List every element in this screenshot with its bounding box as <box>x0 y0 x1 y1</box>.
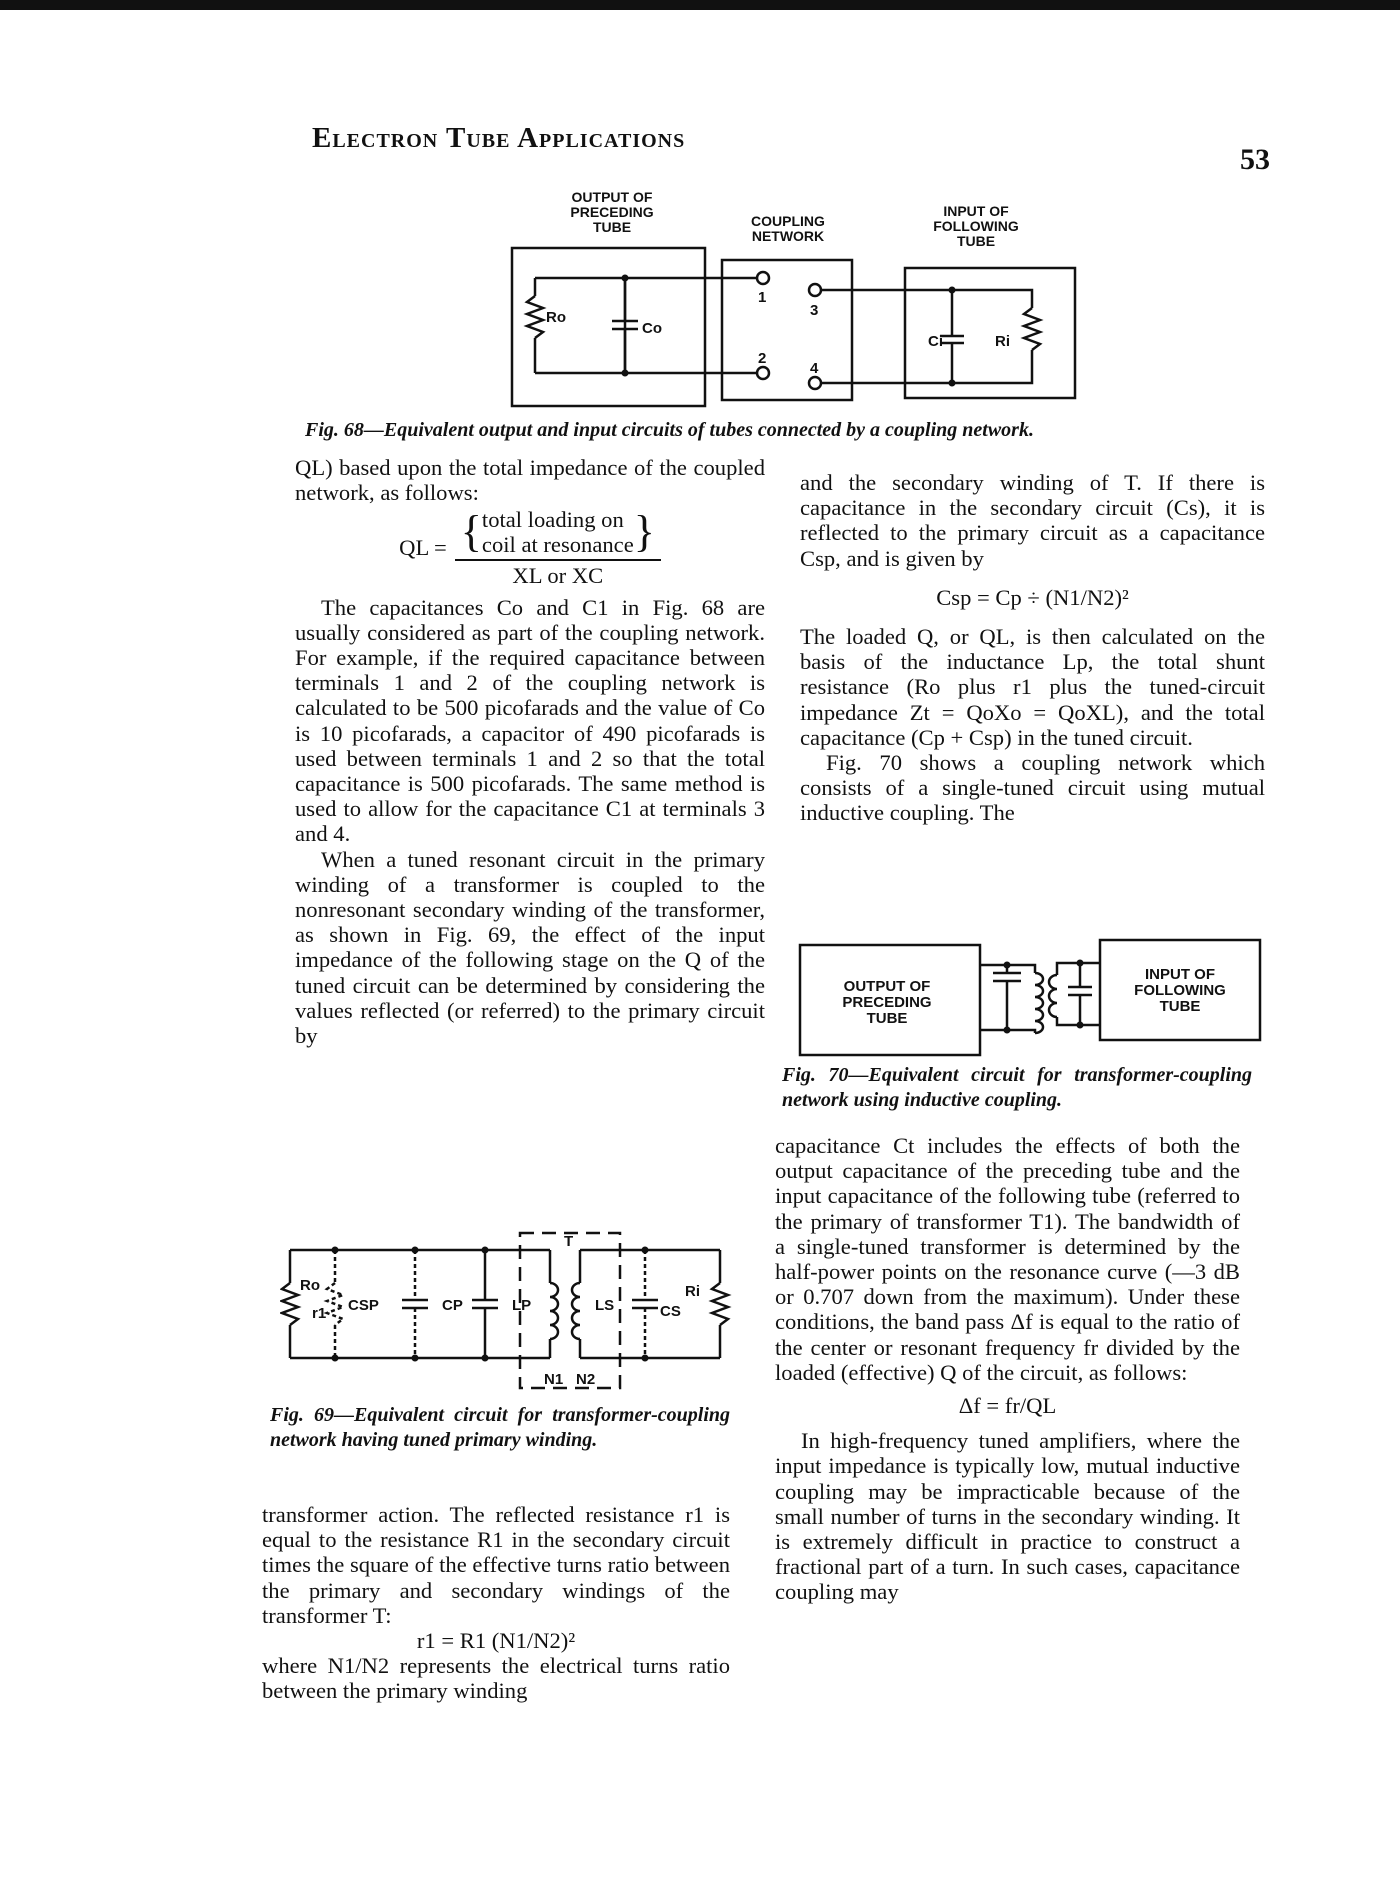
fig68-terminal-1: 1 <box>758 289 767 306</box>
ql-equation-fraction: { total loading on coil at resonance } XL or XC <box>455 507 661 588</box>
right-paragraph-2: The loaded Q, or QL, is then calculated on the basis of the inductance Lp, the total shunt resistance (Ro plus r1 plus the tuned-circuit impedance Zt = QoXo = QoXL), and the total capacitance (Cp + Csp) in the tuned circuit. <box>800 624 1265 750</box>
fig68-input-label-3: TUBE <box>956 233 996 249</box>
fig68-coupling-label-1: COUPLING <box>751 213 825 229</box>
figure-69 <box>280 1228 740 1398</box>
figure-68 <box>480 188 1080 418</box>
fig69-ro-label: Ro <box>300 1277 320 1294</box>
left-paragraph-2: The capacitances Co and C1 in Fig. 68 are usually considered as part of the coupling network. For example, if the required capacitance between terminals 1 and 2 of the coupling network is calculated to be 500 picofarads and the value of Co is 10 picofarads, a capacitor of 490 picofarads is used between terminals 1 and 2 so that the total capacitance is 500 picofarads. The same method is used to allow for the capacitance C1 at terminals 3 and 4. <box>295 594 765 847</box>
fig70-input-label-1: INPUT OF <box>1145 966 1215 983</box>
fig69-csp-label: CSP <box>348 1297 379 1314</box>
left-column-lower <box>262 1502 730 1704</box>
figure-70-diagram <box>795 935 1265 1060</box>
fig69-ri-label: Ri <box>685 1283 700 1300</box>
right-column-upper <box>800 470 1265 826</box>
csp-equation: Csp = Cp ÷ (N1/N2)² <box>936 584 1129 610</box>
fig68-terminal-2: 2 <box>758 350 767 367</box>
fig68-input-label-1: INPUT OF <box>943 203 1009 219</box>
fig69-n2-label: N2 <box>576 1371 596 1388</box>
ql-equation <box>295 507 765 588</box>
left-paragraph-3: When a tuned resonant circuit in the primary winding of a transformer is coupled to the nonresonant secondary winding of the transformer, as shown in Fig. 69, the effect of the input impedance of the following stage on the Q of the tuned circuit can be determined by considering the values reflected (or referred) to the primary circuit by <box>295 846 765 1049</box>
ql-equation-lhs: QL = <box>399 535 447 561</box>
fig70-output-label-3: TUBE <box>866 1010 908 1027</box>
right-paragraph-4: capacitance Ct includes the effects of both the output capacitance of the preceding tube and the input capacitance of the following tube (referred to the primary of transformer T1). The bandwidth of a single-tuned transformer is determined by the half-power points on the resonance curve (—3 dB or 0.707 down from the maximum). Under these conditions, the band pass Δf is equal to the ratio of the center or resonant frequency fr divided by the loaded (effective) Q of the circuit, as follows: <box>775 1133 1240 1385</box>
fig69-n1-label: N1 <box>544 1371 564 1388</box>
figure-70-caption: Fig. 70—Equivalent circuit for transformer-coupling network using inductive coupling. <box>782 1064 1252 1111</box>
figure-70 <box>795 935 1265 1060</box>
left-paragraph-4: transformer action. The reflected resistance r1 is equal to the resistance R1 in the secondary circuit times the square of the effective turns ratio between the primary and secondary windings of the transformer T: <box>262 1502 730 1628</box>
fig70-output-label-1: OUTPUT OF <box>843 978 931 995</box>
right-paragraph-1: and the secondary winding of T. If there is capacitance in the secondary circuit (Cs), it is reflected to the primary circuit as a capacitance Csp, and is given by <box>800 470 1265 571</box>
right-column-lower <box>775 1133 1240 1605</box>
scan-top-edge <box>0 0 1400 10</box>
fig68-coupling-label-2: NETWORK <box>751 228 825 244</box>
right-paragraph-3: Fig. 70 shows a coupling network which consists of a single-tuned circuit using mutual inductive coupling. The <box>800 750 1265 826</box>
figure-69-caption: Fig. 69—Equivalent circuit for transformer-coupling network having tuned primary winding. <box>270 1404 730 1451</box>
left-column-upper <box>295 455 765 1048</box>
fig68-terminal-4: 4 <box>810 360 819 377</box>
fig68-co-label: Co <box>642 320 662 337</box>
fig69-r1-label: r1 <box>312 1305 327 1322</box>
figure-69-diagram <box>280 1228 740 1398</box>
bandpass-equation: Δf = fr/QL <box>958 1393 1057 1419</box>
fig68-input-label-2: FOLLOWING <box>933 218 1019 234</box>
ql-numerator-line-1: total loading on <box>481 507 624 533</box>
fig70-input-label-2: FOLLOWING <box>1134 982 1226 999</box>
fig68-output-label-1: OUTPUT OF <box>571 189 653 205</box>
right-paragraph-5: In high-frequency tuned amplifiers, where the input impedance is typically low, mutual inductive coupling may be impracticable because of the small number of turns in the secondary winding. It is extremely difficult in practice to construct a fractional part of a turn. In such cases, capacitance coupling may <box>775 1428 1240 1605</box>
left-paragraph-1: QL) based upon the total impedance of the coupled network, as follows: <box>295 455 765 506</box>
fig68-output-label-2: PRECEDING <box>570 204 654 220</box>
fig68-ri-label: Ri <box>995 333 1010 350</box>
fig68-output-box <box>512 248 705 406</box>
figure-68-caption: Fig. 68—Equivalent output and input circuits of tubes connected by a coupling network. <box>305 419 1034 441</box>
fig69-t-label: T <box>564 1233 574 1250</box>
fig69-cp-label: CP <box>442 1297 463 1314</box>
page-number: 53 <box>1240 143 1270 176</box>
fig68-terminal-3: 3 <box>810 302 819 319</box>
left-paragraph-5: where N1/N2 represents the electrical turns ratio between the primary winding <box>262 1653 730 1704</box>
fig68-ci-label: Ci <box>928 333 943 350</box>
fig68-ro-label: Ro <box>546 309 566 326</box>
fig68-output-label-3: TUBE <box>592 219 632 235</box>
fig69-lp-label: LP <box>512 1297 532 1314</box>
fig69-cs-label: CS <box>660 1303 681 1320</box>
reflected-resistance-equation: r1 = R1 (N1/N2)² <box>416 1628 576 1654</box>
fig70-output-label-2: PRECEDING <box>842 994 932 1011</box>
fig68-coupling-box <box>722 260 852 400</box>
fig69-ls-label: LS <box>595 1297 615 1314</box>
ql-denominator: XL or XC <box>512 563 604 589</box>
running-head: Electron Tube Applications <box>312 122 686 154</box>
fig70-input-label-3: TUBE <box>1159 998 1201 1015</box>
figure-68-diagram <box>480 188 1080 418</box>
ql-numerator-line-2: coil at resonance <box>481 532 634 558</box>
